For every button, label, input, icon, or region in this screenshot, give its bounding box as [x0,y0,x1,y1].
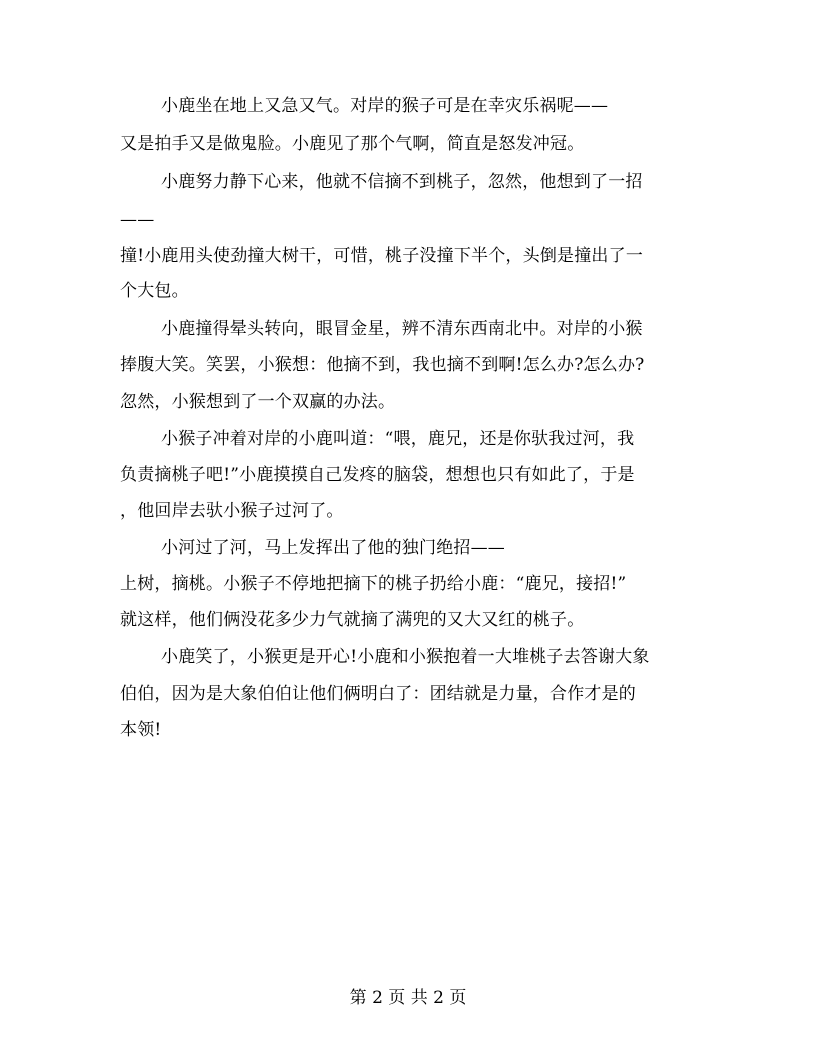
paragraph-line: 小河过了河，马上发挥出了他的独门绝招—— [161,538,505,558]
paragraph-line: 捧腹大笑。笑罢，小猴想：他摘不到，我也摘不到啊!怎么办?怎么办? [120,355,645,375]
paragraph-line: 个大包。 [120,281,189,301]
paragraph-line: 小鹿努力静下心来，他就不信摘不到桃子，忽然，他想到了一招 [161,172,643,192]
paragraph-line: 小鹿撞得晕头转向，眼冒金星，辨不清东西南北中。对岸的小猴 [161,319,643,339]
paragraph-line: 就这样，他们俩没花多少力气就摘了满兜的又大又红的桃子。 [120,610,585,630]
paragraph-line: 负责摘桃子吧!”小鹿摸摸自己发疼的脑袋，想想也只有如此了，于是 [120,465,635,485]
paragraph-line: 本领! [120,720,162,740]
paragraph-line: 上树，摘桃。小猴子不停地把摘下的桃子扔给小鹿：“鹿兄，接招!” [120,574,627,594]
paragraph-line: 伯伯，因为是大象伯伯让他们俩明白了：团结就是力量，合作才是的 [120,684,636,704]
paragraph-line: 小猴子冲着对岸的小鹿叫道：“喂，鹿兄，还是你驮我过河，我 [161,429,635,449]
paragraph-line: 小鹿坐在地上又急又气。对岸的猴子可是在幸灾乐祸呢—— [161,96,609,116]
paragraph-line: 小鹿笑了，小猴更是开心!小鹿和小猴抱着一大堆桃子去答谢大象 [161,647,650,667]
paragraph-line: ，他回岸去驮小猴子过河了。 [120,501,344,521]
paragraph-line: 撞!小鹿用头使劲撞大树干，可惜，桃子没撞下半个，头倒是撞出了一 [120,246,644,266]
paragraph-line: 忽然，小猴想到了一个双赢的办法。 [120,392,396,412]
paragraph-line: 又是拍手又是做鬼脸。小鹿见了那个气啊，简直是怒发冲冠。 [120,134,585,154]
page-number-footer: 第 2 页 共 2 页 [349,988,467,1008]
paragraph-line: —— [120,210,155,230]
